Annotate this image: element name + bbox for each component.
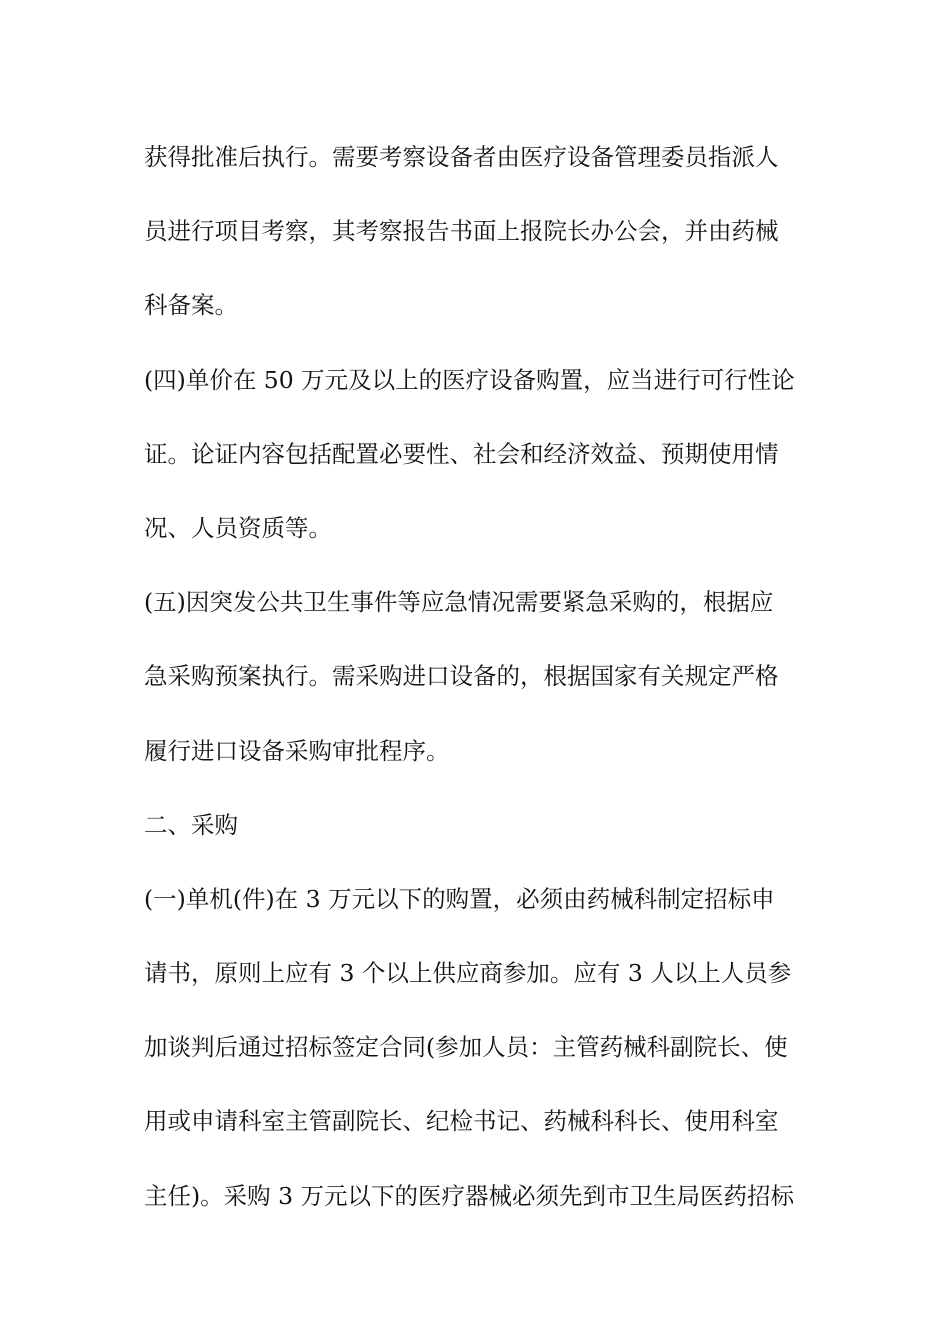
text-line: 请书，原则上应有 3 个以上供应商参加。应有 3 人以上人员参 bbox=[144, 959, 792, 988]
text-line: 急采购预案执行。需采购进口设备的，根据国家有关规定严格 bbox=[144, 662, 779, 691]
text-line: 科备案。 bbox=[144, 291, 238, 320]
text-line: 用或申请科室主管副院长、纪检书记、药械科科长、使用科室 bbox=[144, 1107, 779, 1136]
text-line: (四)单价在 50 万元及以上的医疗设备购置，应当进行可行性论 bbox=[144, 365, 795, 394]
text-line: 主任)。采购 3 万元以下的医疗器械必须先到市卫生局医药招标 bbox=[144, 1181, 795, 1210]
section-heading: 二、采购 bbox=[144, 810, 238, 839]
text-line: 证。论证内容包括配置必要性、社会和经济效益、预期使用情 bbox=[144, 439, 779, 468]
text-line: (五)因突发公共卫生事件等应急情况需要紧急采购的，根据应 bbox=[144, 588, 774, 617]
text-line: 加谈判后通过招标签定合同(参加人员：主管药械科副院长、使 bbox=[144, 1033, 788, 1062]
body-text bbox=[144, 133, 814, 1246]
text-line: 获得批准后执行。需要考察设备者由医疗设备管理委员指派人 bbox=[144, 143, 779, 171]
text-line: (一)单机(件)在 3 万元以下的购置，必须由药械科制定招标申 bbox=[144, 884, 775, 913]
text-line: 况、人员资质等。 bbox=[144, 513, 332, 542]
text-line: 员进行项目考察，其考察报告书面上报院长办公会，并由药械 bbox=[144, 217, 779, 246]
text-line: 履行进口设备采购审批程序。 bbox=[144, 736, 450, 765]
